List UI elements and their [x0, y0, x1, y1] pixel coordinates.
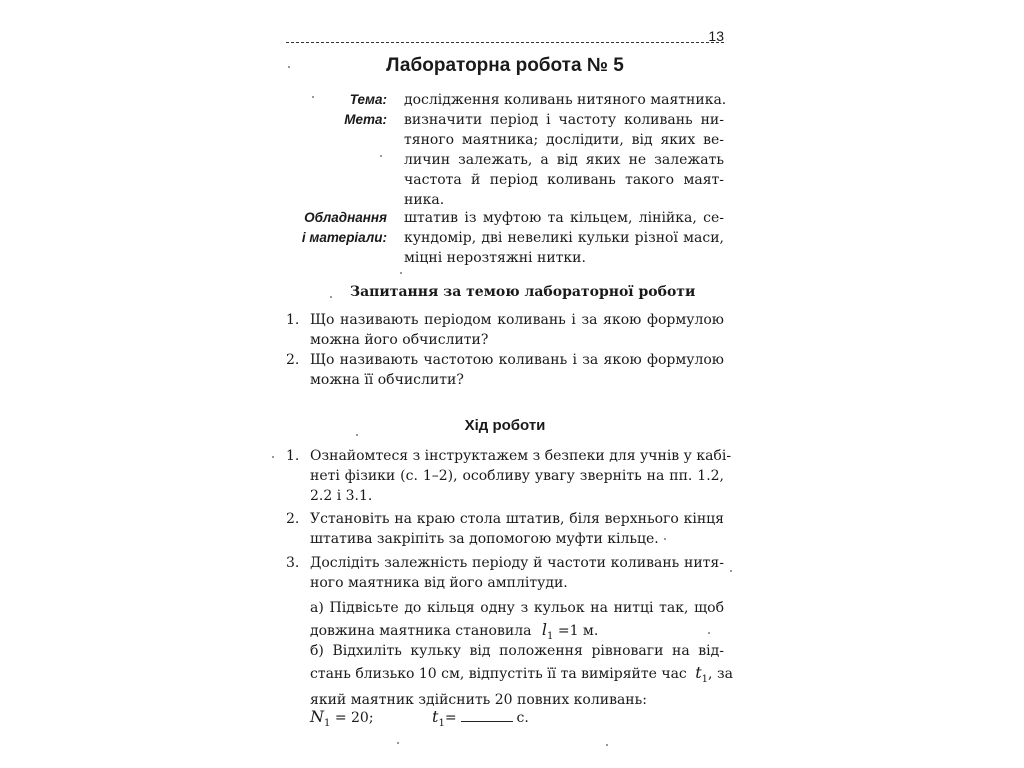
t-subscript: 1 — [438, 717, 445, 729]
scan-speck — [288, 66, 290, 68]
step-a-text: довжина маятника становила — [310, 623, 532, 639]
scan-speck — [330, 296, 332, 298]
step-b-line: який маятник здійснить 20 повних коливань: — [310, 691, 647, 708]
questions-heading: Запитання за темою лабораторної роботи — [350, 284, 696, 300]
scan-speck — [400, 272, 402, 274]
question-line: Що називають періодом коливань і за якою формулою — [310, 312, 724, 328]
question-line: можна його обчислити? — [310, 332, 489, 348]
scan-speck — [380, 155, 382, 157]
procedure-line: ного маятника від його амплітуди. — [310, 575, 568, 591]
time-variable: t — [695, 663, 702, 682]
length-value: =1 м. — [557, 623, 599, 639]
procedure-line: Дослідіть залежність періоду й частоти коливань нитя- — [310, 555, 724, 571]
step-a — [310, 598, 724, 647]
page-title: Лабораторна робота № 5 — [386, 55, 624, 76]
procedure-line: неті фізики (с. 1–2), особливу увагу зверніть на пп. 1.2, — [310, 468, 724, 484]
procedure-heading: Хід роботи — [464, 417, 546, 434]
header-divider — [286, 42, 724, 43]
goal-line: ника. — [404, 192, 445, 208]
goal-label: Мета: — [344, 112, 387, 127]
question-line: можна її обчислити? — [310, 372, 464, 388]
question-number: 2. — [286, 352, 300, 368]
step-a-line: а) Підвісьте до кільця одну з кульок на нитці так, щоб — [310, 600, 724, 616]
step-b-after-var: , за — [708, 666, 733, 682]
procedure-number: 1. — [286, 448, 300, 464]
scan-speck — [312, 96, 314, 98]
scan-speck — [708, 632, 710, 634]
equipment-label-line: Обладнання — [304, 210, 387, 225]
procedure-line: Установіть на краю стола штатив, біля верхнього кінця — [310, 511, 724, 527]
topic-text — [404, 90, 727, 110]
equipment-line: кундомір, дві невеликі кульки різної маси, — [404, 230, 724, 246]
n-variable: N — [310, 707, 324, 726]
scan-speck — [606, 744, 608, 746]
equipment-text — [404, 208, 724, 268]
procedure-text — [310, 509, 724, 549]
t-equals: = — [444, 710, 457, 726]
goal-line: визначити період і частоту коливань ни- — [404, 112, 724, 128]
procedure-line: 2.2 і 3.1. — [310, 488, 373, 504]
length-subscript: 1 — [547, 630, 554, 642]
answer-blank — [461, 721, 513, 722]
procedure-text — [310, 446, 732, 506]
scan-speck — [397, 742, 399, 744]
page-number: 13 — [708, 28, 724, 44]
t-unit: с. — [516, 710, 529, 726]
procedure-text — [310, 553, 724, 593]
scan-speck — [664, 538, 666, 540]
topic-line: дослідження коливань нитяного маятника. — [404, 92, 727, 108]
equipment-label-line: і матеріали: — [301, 230, 387, 245]
t-formula — [432, 707, 529, 729]
procedure-line: Ознайомтеся з інструктажем з безпеки для учнів у кабі- — [310, 448, 732, 464]
step-b — [310, 641, 733, 711]
n-value: = 20; — [334, 710, 374, 726]
step-b-text: стань близько 10 см, відпустіть її та виміряйте час — [310, 666, 687, 682]
n-formula — [310, 707, 374, 729]
topic-label: Тема: — [349, 92, 387, 107]
step-b-line-with-formula — [310, 662, 733, 690]
equipment-line: штатив із муфтою та кільцем, лінійка, се- — [404, 210, 724, 226]
step-b-line: б) Відхиліть кульку від положення рівноваги на від- — [310, 643, 724, 659]
question-text — [310, 350, 724, 390]
goal-text — [404, 110, 724, 210]
time-subscript: 1 — [701, 673, 709, 685]
length-variable: l — [541, 620, 548, 639]
procedure-number: 2. — [286, 511, 300, 527]
n-subscript: 1 — [324, 717, 331, 729]
question-number: 1. — [286, 312, 300, 328]
scan-speck — [730, 570, 732, 572]
equipment-line: міцні нерозтяжні нитки. — [404, 250, 586, 266]
scan-speck — [356, 434, 358, 436]
goal-line: частота й період коливань такого маят- — [404, 172, 724, 188]
equipment-label — [252, 208, 387, 248]
procedure-line: штатива закріпіть за допомогою муфти кільце. — [310, 531, 659, 547]
goal-line: личин залежать, а від яких не залежать — [404, 152, 724, 168]
goal-line: тяного маятника; дослідити, від яких ве- — [404, 132, 724, 148]
question-text — [310, 310, 724, 350]
question-line: Що називають частотою коливань і за якою формулою — [310, 352, 724, 368]
procedure-number: 3. — [286, 555, 300, 571]
t-variable: t — [432, 707, 439, 726]
scan-speck — [272, 456, 274, 458]
